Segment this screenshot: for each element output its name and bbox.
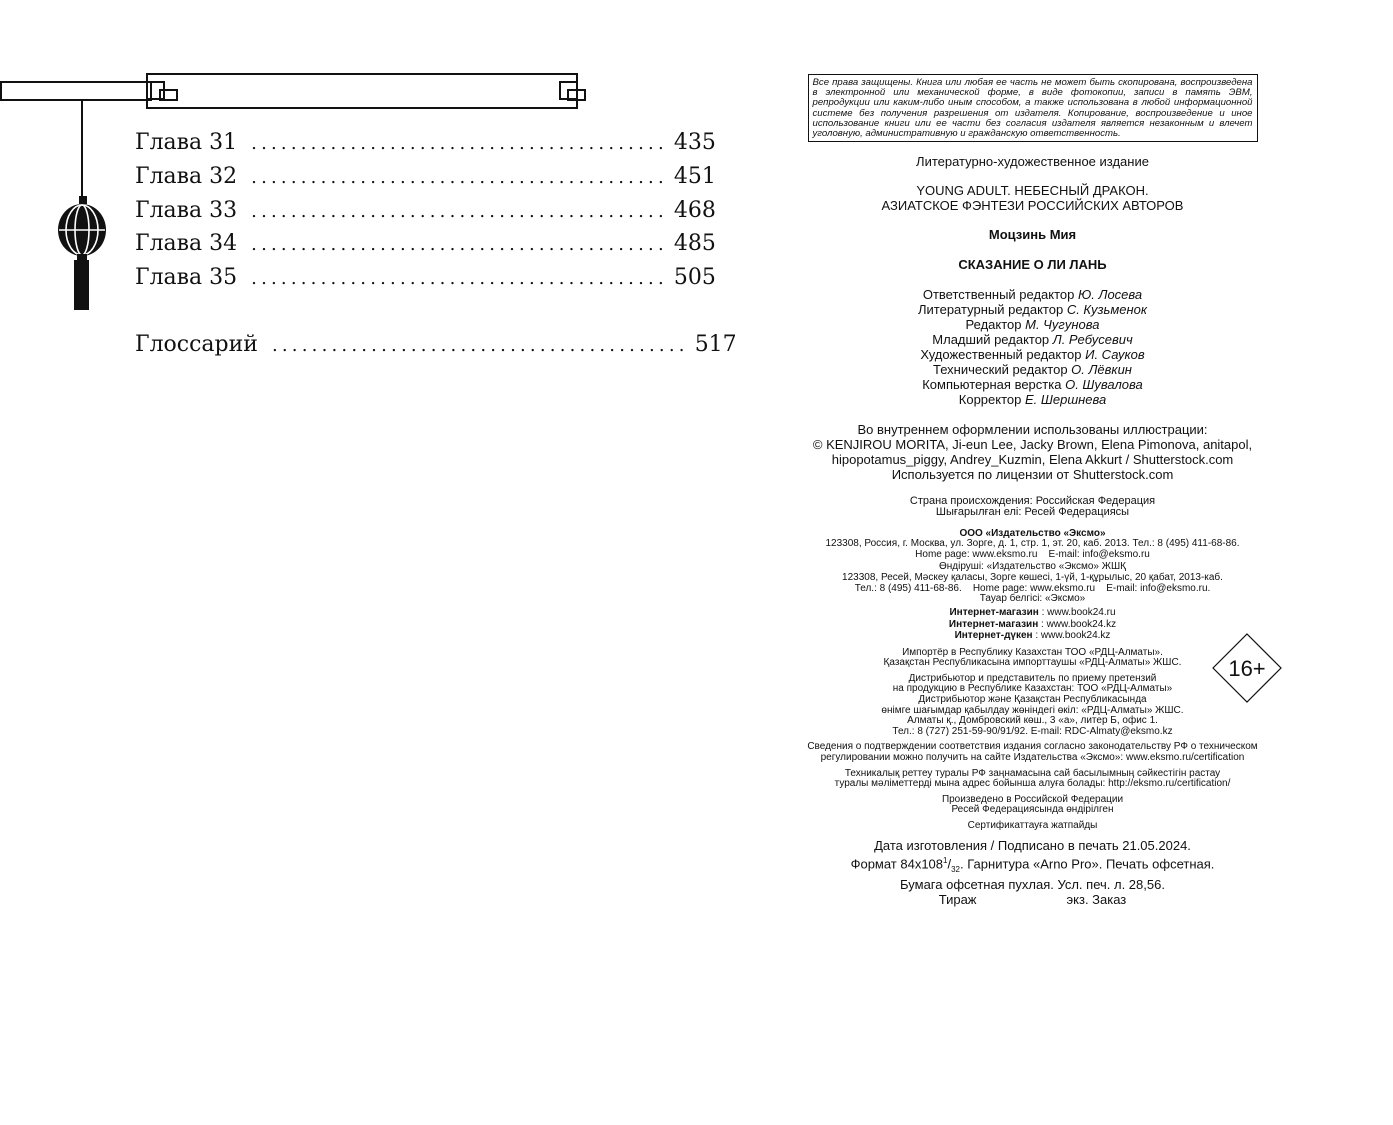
cert-line: Техникалық реттеу туралы РФ заңнамасына сай басылымның сәйкестігін растау bbox=[844, 767, 1221, 779]
publisher-line: Home page: www.eksmo.ru E-mail: info@eksmo.ru bbox=[915, 548, 1150, 560]
credit-name: О. Шувалова bbox=[1065, 377, 1143, 393]
book-title: СКАЗАНИЕ О ЛИ ЛАНЬ bbox=[958, 257, 1107, 273]
credit-role: Корректор bbox=[958, 392, 1022, 408]
toc-page-number: 435 bbox=[673, 130, 716, 155]
run-order-line bbox=[790, 892, 1275, 907]
origin-line: Шығарылған елі: Ресей Федерациясы bbox=[935, 506, 1130, 519]
credit-line bbox=[790, 392, 1275, 407]
lantern-icon bbox=[58, 196, 106, 310]
credit-role: Компьютерная верстка bbox=[922, 377, 1062, 393]
cert-line: регулировании можно получить на сайте Издательства «Эксмо»: www.eksmo.ru/certification bbox=[820, 751, 1245, 763]
shop-line[interactable] bbox=[790, 608, 1275, 619]
print-date: Дата изготовления / Подписано в печать 21.05.2024. bbox=[874, 838, 1191, 854]
not-certified: Сертификаттауға жатпайды bbox=[967, 819, 1098, 831]
edition-type: Литературно-художественное издание bbox=[916, 154, 1149, 170]
distributor-line: Тел.: 8 (727) 251-59-90/91/92. E-mail: RDC-Almaty@eksmo.kz bbox=[892, 725, 1173, 737]
publisher-line: Тел.: 8 (495) 411-68-86. Home page: www.eksmo.ru E-mail: info@eksmo.ru. bbox=[854, 582, 1211, 594]
illustrations-line: Используется по лицензии от Shutterstock.com bbox=[891, 467, 1174, 483]
series-line-1: YOUNG ADULT. НЕБЕСНЫЙ ДРАКОН. bbox=[916, 183, 1149, 199]
publisher-block bbox=[790, 529, 1275, 605]
toc-page-number: 451 bbox=[673, 163, 716, 189]
toc-label: Глава 32 bbox=[135, 163, 238, 189]
shop-url: : www.book24.ru bbox=[1038, 606, 1116, 618]
credit-line bbox=[790, 302, 1275, 317]
cert-line: туралы мәліметтерді мына адрес бойынша алуға болады: http://eksmo.ru/certification/ bbox=[834, 778, 1231, 790]
credit-name: Е. Шершнева bbox=[1025, 392, 1107, 408]
certification-ru bbox=[790, 742, 1275, 763]
toc-leader: .......................................... bbox=[251, 234, 668, 256]
toc-label: Глава 35 bbox=[135, 265, 238, 291]
distributor-line: өнімге шағымдар қабылдау жөніндегі өкіл: «РДЦ-Алматы» ЖШС. bbox=[881, 704, 1184, 716]
distributor-line: Алматы қ., Домбровский көш., 3 «а», литер Б, офис 1. bbox=[907, 715, 1158, 727]
credit-name: Ю. Лосева bbox=[1078, 287, 1143, 303]
publisher-line: 123308, Россия, г. Москва, ул. Зорге, д. 1, стр. 1, эт. 20, каб. 2013. Тел.: 8 (495) 411-68-86. bbox=[825, 538, 1240, 550]
toc-label: Глава 31 bbox=[135, 130, 238, 155]
importer-info bbox=[790, 648, 1275, 669]
shop-label: Интернет-дүкен bbox=[954, 629, 1033, 641]
order-label: экз. Заказ bbox=[1066, 892, 1127, 908]
toc-leader: .......................................... bbox=[251, 200, 668, 222]
credit-role: Младший редактор bbox=[932, 332, 1050, 348]
credit-line bbox=[790, 332, 1275, 347]
credit-role: Технический редактор bbox=[933, 362, 1068, 378]
distributor-line: Дистрибьютор и представитель по приему претензий bbox=[908, 672, 1157, 684]
shop-line[interactable] bbox=[790, 631, 1275, 642]
credit-role: Ответственный редактор bbox=[922, 287, 1075, 303]
copyright-notice: Все права защищены. Книга или любая ее часть не может быть скопирована, воспроизведена в электронной или механической форме, в виде фотокопии, записи в память ЭВМ, репродукции или каким-либо иным способом, а также использована в любой информационной системе без получения разрешения от издателя. Копирование, воспроизведение и иное использование книги или ее части без согласия издателя является незаконным и влечет уголовную, административную и гражданскую ответственность. bbox=[808, 74, 1258, 142]
toc-label: Глоссарий bbox=[135, 331, 258, 357]
toc-entry-chapter-35[interactable] bbox=[135, 265, 716, 299]
toc-entry-chapter-33[interactable] bbox=[135, 197, 716, 232]
run-label: Тираж bbox=[938, 892, 977, 908]
print-details bbox=[790, 838, 1275, 907]
importer-line: Импортёр в Республику Казахстан ТОО «РДЦ-Алматы». bbox=[902, 646, 1163, 658]
distributor-line: Дистрибьютор және Қазақстан Республикасында bbox=[918, 693, 1147, 705]
age-rating-text: 16+ bbox=[1228, 656, 1266, 681]
toc-page-number: 485 bbox=[673, 231, 716, 257]
illustrations-line: Во внутреннем оформлении использованы иллюстрации: bbox=[857, 422, 1208, 438]
shop-url: : www.book24.kz bbox=[1038, 619, 1117, 631]
credit-role: Редактор bbox=[965, 317, 1022, 333]
distributor-info bbox=[790, 674, 1275, 738]
publisher-line: Өндіруші: «Издательство «Эксмо» ЖШҚ bbox=[939, 561, 1126, 573]
toc-leader: .......................................... bbox=[271, 334, 689, 356]
toc-entry-chapter-32[interactable] bbox=[135, 163, 716, 198]
credit-line bbox=[790, 287, 1275, 302]
format-line: Формат $84x108^1/_{32}$. Гарнитура «Arno Pro». Печать офсетная. bbox=[850, 856, 1215, 875]
shop-label: Интернет-магазин bbox=[949, 606, 1039, 618]
credit-line bbox=[790, 317, 1275, 332]
diamond-icon bbox=[1212, 633, 1282, 703]
distributor-line: на продукцию в Республике Казахстан: ТОО «РДЦ-Алматы» bbox=[892, 683, 1173, 695]
toc-page-number: 468 bbox=[673, 197, 716, 223]
toc-leader: .......................................... bbox=[251, 166, 668, 188]
imprint-page bbox=[790, 74, 1275, 907]
importer-line: Қазақстан Республикасына импорттаушы «РДЦ-Алматы» ЖШС. bbox=[883, 657, 1182, 669]
format-fraction-den: 32 bbox=[951, 865, 961, 875]
certification-kz bbox=[790, 769, 1275, 790]
credit-line bbox=[790, 377, 1275, 392]
credit-name: И. Сауков bbox=[1085, 347, 1145, 363]
credit-line bbox=[790, 347, 1275, 362]
illustrations-line: © KENJIROU MORITA, Ji-eun Lee, Jacky Brown, Elena Pimonova, anitapol, bbox=[812, 437, 1253, 453]
credit-role: Художественный редактор bbox=[920, 347, 1082, 363]
toc-label: Глава 33 bbox=[135, 197, 238, 223]
illustrations-credit bbox=[790, 422, 1275, 482]
age-rating-badge bbox=[1212, 633, 1282, 708]
format-text: . Гарнитура «Arno Pro». Печать офсетная. bbox=[960, 856, 1215, 872]
produced-in bbox=[790, 795, 1275, 816]
produced-line: Произведено в Российской Федерации bbox=[941, 793, 1124, 805]
toc-entry-chapter-31[interactable] bbox=[135, 130, 716, 164]
table-of-contents bbox=[135, 130, 737, 366]
format-fraction-num: 1 bbox=[943, 856, 948, 866]
country-of-origin bbox=[790, 496, 1275, 518]
illustrations-line: hipopotamus_piggy, Andrey_Kuzmin, Elena Akkurt / Shutterstock.com bbox=[831, 452, 1234, 468]
shop-url: : www.book24.kz bbox=[1032, 629, 1111, 641]
toc-entry-chapter-34[interactable] bbox=[135, 231, 716, 265]
format-text: Формат 84x108 bbox=[850, 856, 944, 872]
toc-entry-glossary[interactable] bbox=[135, 331, 737, 366]
shop-label: Интернет-магазин bbox=[948, 619, 1039, 631]
credit-name: О. Лёвкин bbox=[1071, 362, 1132, 378]
publisher-name: ООО «Издательство «Эксмо» bbox=[959, 527, 1106, 539]
paper-line: Бумага офсетная пухлая. Усл. печ. л. 28,56. bbox=[900, 877, 1165, 893]
series-line-2: АЗИАТСКОЕ ФЭНТЕЗИ РОССИЙСКИХ АВТОРОВ bbox=[881, 198, 1184, 214]
cert-line: Сведения о подтверждении соответствия издания согласно законодательству РФ о техническом bbox=[807, 741, 1258, 753]
credit-name: Л. Ребусевич bbox=[1052, 332, 1133, 348]
toc-label: Глава 34 bbox=[135, 231, 238, 257]
publisher-line: 123308, Ресей, Мәскеу қаласы, Зорге көшесі, 1-үй, 1-құрылыс, 20 қабат, 2013-каб. bbox=[842, 572, 1223, 583]
origin-line: Страна происхождения: Российская Федерация bbox=[909, 495, 1156, 508]
online-shops bbox=[790, 608, 1275, 642]
credits-list bbox=[790, 287, 1275, 407]
credit-name: М. Чугунова bbox=[1025, 317, 1100, 333]
credit-role: Литературный редактор bbox=[918, 302, 1064, 318]
produced-line: Ресей Федерациясында өндірілген bbox=[951, 804, 1114, 816]
credit-line bbox=[790, 362, 1275, 377]
toc-page-number: 517 bbox=[694, 331, 737, 357]
credit-name: С. Кузьменок bbox=[1066, 302, 1147, 318]
toc-leader: .......................................... bbox=[251, 133, 668, 154]
toc-page-number: 505 bbox=[673, 265, 716, 291]
author: Моцзинь Мия bbox=[988, 227, 1077, 243]
publisher-line: Тауар белгісі: «Эксмо» bbox=[979, 593, 1086, 605]
toc-leader: .......................................... bbox=[251, 268, 668, 290]
